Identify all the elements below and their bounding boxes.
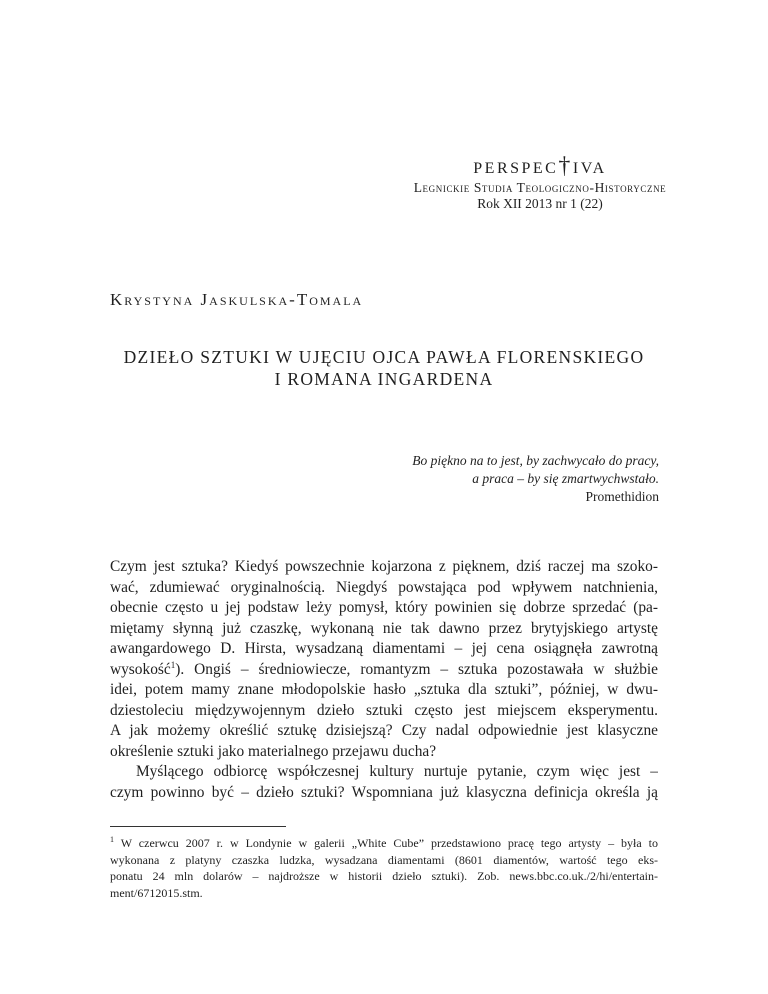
- footnote-line: wykonana z platyny czaszka ludzka, wysadzana diamentami (8601 diamentów, wartość tego eks-: [110, 852, 658, 867]
- journal-title: [410, 153, 670, 179]
- article-title: [80, 346, 688, 390]
- article-title-line-1: DZIEŁO SZTUKI W UJĘCIU OJCA PAWŁA FLORENSKIEGO: [123, 347, 645, 367]
- body-line: obecnie często u jej podstaw leży pomysł, który powinien się dobrze sprzedać (pa-: [110, 599, 658, 616]
- article-title-line-2: I ROMANA INGARDENA: [274, 369, 494, 389]
- body-line: A jak możemy określić sztukę dzisiejszą? Czy nadal odpowiednie jest klasyczne: [110, 722, 658, 739]
- footnote-line: ponatu 24 mln dolarów – najdroższe w historii dzieło sztuki). Zob. news.bbc.co.uk./2/hi/entertain-: [110, 869, 658, 883]
- footnote-line: ment/6712015.stm.: [110, 885, 203, 900]
- footnote: [110, 835, 658, 901]
- journal-masthead: [410, 153, 670, 212]
- body-line: awangardowego D. Hirsta, wysadzaną diamentami – jej cena osiągnęła zawrotną: [110, 640, 658, 657]
- body-line: idei, potem mamy znane młodopolskie hasło „sztuka dla sztuki”, później, w dwu-: [110, 681, 658, 698]
- body-line: określenie sztuki jako materialnego przejawu ducha?: [110, 742, 437, 760]
- journal-title-cross: †: [558, 153, 573, 179]
- footnote-line-text: W czerwcu 2007 r. w Londynie w galerii „White Cube” przedstawiono pracę tego artysty – była to: [114, 836, 658, 850]
- epigraph-line-2: a praca – by się zmartwychwstało.: [472, 471, 659, 486]
- body-text: [110, 557, 658, 803]
- epigraph: [412, 452, 659, 506]
- epigraph-source: Promethidion: [585, 489, 659, 504]
- epigraph-line-1: Bo piękno na to jest, by zachwycało do pracy,: [412, 453, 659, 468]
- footnote-line: [110, 835, 658, 852]
- body-line: Myślącego odbiorcę współczesnej kultury nurtuje pytanie, czym więc jest –: [136, 763, 658, 780]
- body-line: miętamy słynną już czaszkę, wykonaną nie tak dawno przez brytyjskiego artystę: [110, 619, 658, 637]
- journal-title-pre: perspec: [473, 153, 559, 178]
- body-line: wać, zdumiewać oryginalnością. Niegdyś powstająca pod wpływem natchnienia,: [110, 578, 658, 596]
- author-name: Krystyna Jaskulska-Tomala: [110, 290, 364, 309]
- footnote-divider: [110, 826, 286, 827]
- body-line: dziestoleciu międzywojennym dzieło sztuki często jest miejscem eksperymentu.: [110, 701, 658, 719]
- footnote-ref[interactable]: 1: [170, 659, 176, 670]
- body-line-part: ). Ongiś – średniowiecze, romantyzm – sztuka pozostawała w służbie: [175, 660, 658, 678]
- body-line: Czym jest sztuka? Kiedyś powszechnie kojarzona z pięknem, dziś raczej ma szoko-: [110, 558, 658, 575]
- body-line-part: wysokość: [110, 660, 171, 678]
- journal-issue: Rok XII 2013 nr 1 (22): [477, 196, 603, 211]
- body-line: [110, 660, 658, 681]
- journal-title-post: iva: [572, 153, 607, 178]
- body-line: czym powinno być – dzieło sztuki? Wspomniana już klasyczna definicja określa ją: [110, 783, 658, 801]
- journal-subtitle: Legnickie Studia Teologiczno-Historyczne: [413, 180, 667, 195]
- footnote-number: 1: [110, 835, 114, 844]
